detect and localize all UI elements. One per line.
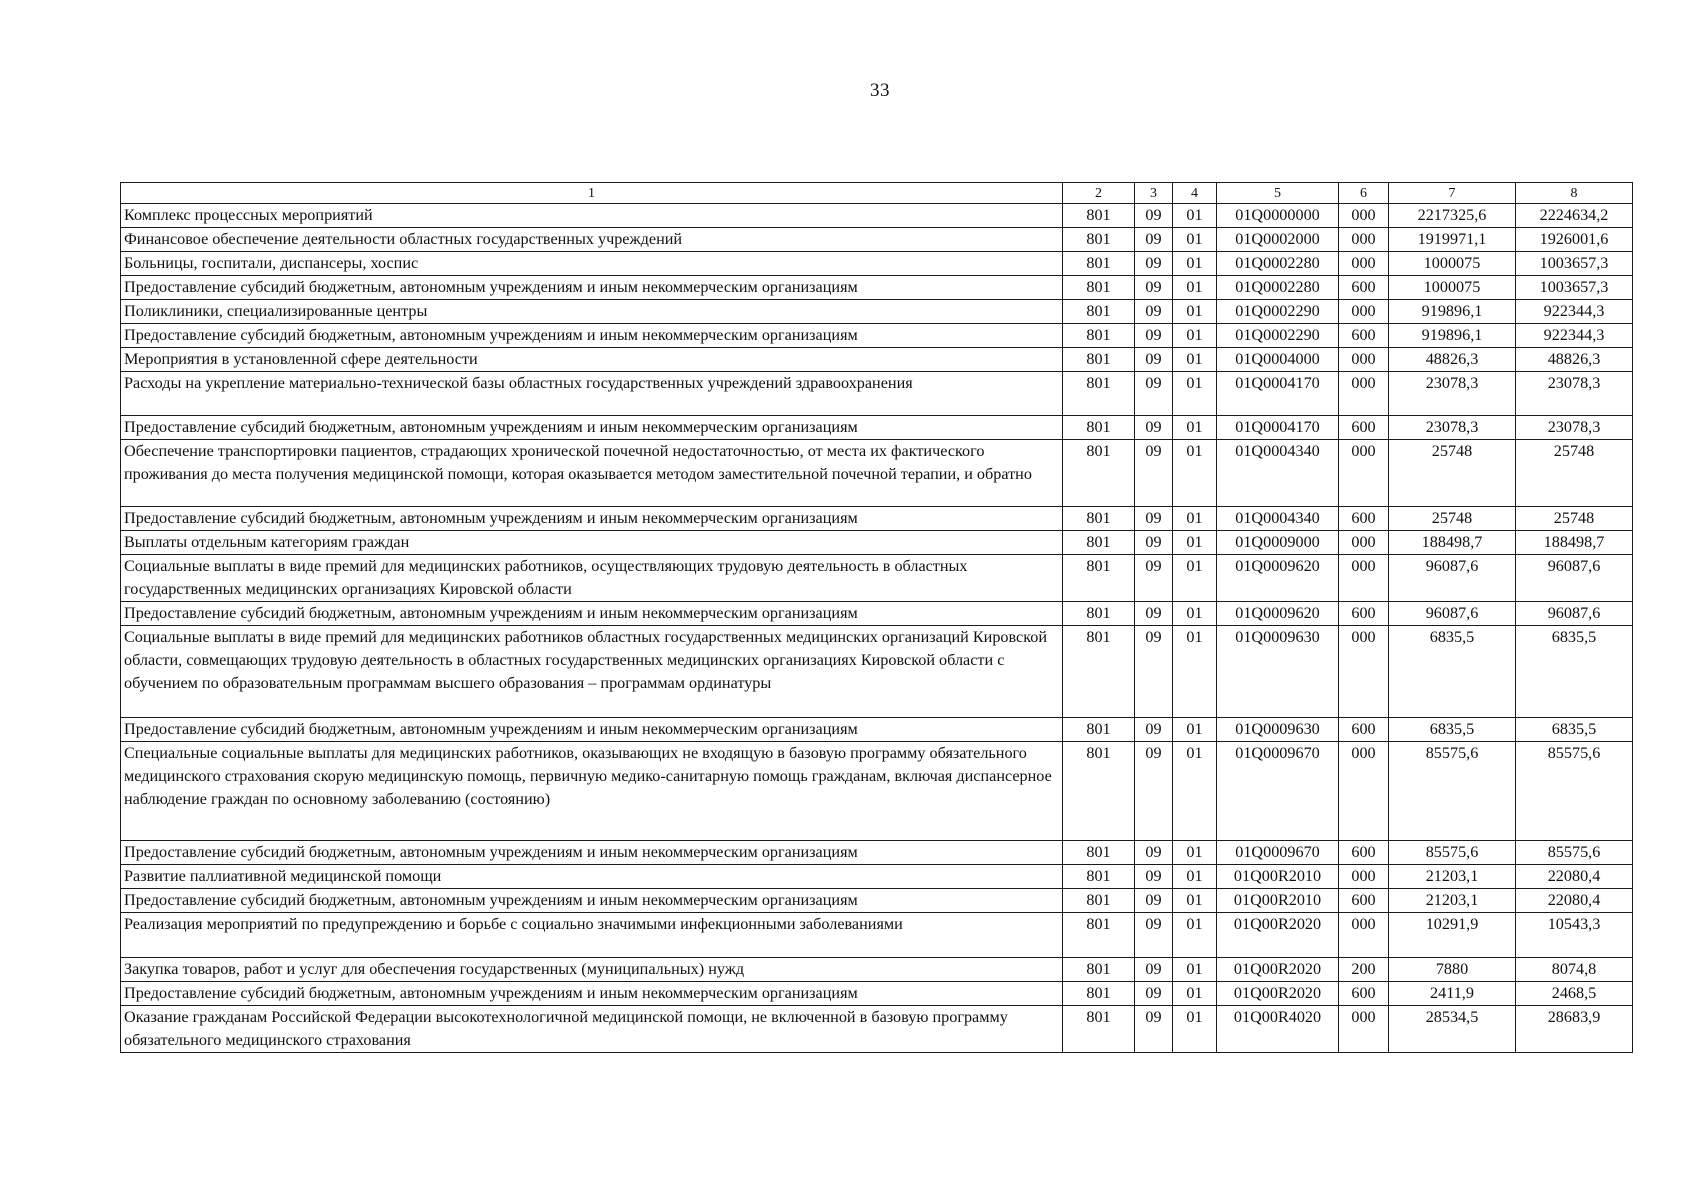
cell-subsection: 01 [1173, 841, 1217, 865]
cell-expense-type: 000 [1339, 742, 1389, 841]
table-row [121, 1006, 1633, 1053]
cell-section: 09 [1135, 252, 1173, 276]
cell-ministry: 801 [1063, 841, 1135, 865]
cell-expense-type: 000 [1339, 372, 1389, 416]
cell-amount-1: 1000075 [1389, 252, 1516, 276]
cell-amount-2: 6835,5 [1516, 626, 1633, 718]
cell-amount-2: 6835,5 [1516, 718, 1633, 742]
header-col-amount2: 8 [1516, 183, 1633, 204]
cell-expense-type: 600 [1339, 507, 1389, 531]
cell-target: 01Q00R2020 [1217, 982, 1339, 1006]
cell-subsection: 01 [1173, 348, 1217, 372]
cell-target: 01Q0009620 [1217, 555, 1339, 602]
cell-expense-type: 600 [1339, 602, 1389, 626]
cell-amount-2: 1003657,3 [1516, 252, 1633, 276]
table-row [121, 324, 1633, 348]
cell-name: Социальные выплаты в виде премий для медицинских работников областных государственных медицинских организаций Кировской области, совмещающих трудовую деятельность в областных государственных медицинских организациях Кировской области с обучением по образовательным программам высшего образования – программам ординатуры [121, 626, 1063, 718]
cell-amount-1: 28534,5 [1389, 1006, 1516, 1053]
table-row [121, 416, 1633, 440]
cell-subsection: 01 [1173, 1006, 1217, 1053]
page-number: 33 [870, 80, 890, 101]
cell-ministry: 801 [1063, 958, 1135, 982]
cell-ministry: 801 [1063, 982, 1135, 1006]
cell-target: 01Q0002290 [1217, 300, 1339, 324]
cell-amount-2: 96087,6 [1516, 555, 1633, 602]
cell-name: Закупка товаров, работ и услуг для обеспечения государственных (муниципальных) нужд [121, 958, 1063, 982]
cell-target: 01Q00R2010 [1217, 889, 1339, 913]
cell-section: 09 [1135, 958, 1173, 982]
table-row [121, 958, 1633, 982]
cell-name: Предоставление субсидий бюджетным, автономным учреждениям и иным некоммерческим организациям [121, 602, 1063, 626]
cell-section: 09 [1135, 841, 1173, 865]
table-row [121, 204, 1633, 228]
cell-expense-type: 000 [1339, 1006, 1389, 1053]
cell-amount-1: 21203,1 [1389, 889, 1516, 913]
cell-subsection: 01 [1173, 626, 1217, 718]
cell-name: Предоставление субсидий бюджетным, автономным учреждениям и иным некоммерческим организациям [121, 416, 1063, 440]
cell-expense-type: 600 [1339, 276, 1389, 300]
cell-amount-2: 1003657,3 [1516, 276, 1633, 300]
cell-subsection: 01 [1173, 507, 1217, 531]
cell-name: Предоставление субсидий бюджетным, автономным учреждениям и иным некоммерческим организациям [121, 841, 1063, 865]
cell-target: 01Q0004340 [1217, 507, 1339, 531]
cell-target: 01Q0009670 [1217, 841, 1339, 865]
cell-amount-2: 8074,8 [1516, 958, 1633, 982]
cell-section: 09 [1135, 300, 1173, 324]
cell-section: 09 [1135, 507, 1173, 531]
cell-name: Предоставление субсидий бюджетным, автономным учреждениям и иным некоммерческим организациям [121, 276, 1063, 300]
cell-amount-2: 23078,3 [1516, 416, 1633, 440]
cell-expense-type: 000 [1339, 300, 1389, 324]
cell-amount-1: 23078,3 [1389, 416, 1516, 440]
cell-amount-1: 2411,9 [1389, 982, 1516, 1006]
cell-ministry: 801 [1063, 555, 1135, 602]
cell-expense-type: 000 [1339, 252, 1389, 276]
cell-amount-1: 25748 [1389, 440, 1516, 507]
cell-name: Предоставление субсидий бюджетным, автономным учреждениям и иным некоммерческим организациям [121, 507, 1063, 531]
cell-expense-type: 600 [1339, 718, 1389, 742]
cell-name: Обеспечение транспортировки пациентов, страдающих хронической почечной недостаточностью, от места их фактического проживания до места получения медицинской помощи, которая оказывается методом заместительной почечной терапии, и обратно [121, 440, 1063, 507]
cell-amount-2: 23078,3 [1516, 372, 1633, 416]
cell-target: 01Q0002000 [1217, 228, 1339, 252]
cell-expense-type: 000 [1339, 865, 1389, 889]
cell-ministry: 801 [1063, 204, 1135, 228]
cell-expense-type: 000 [1339, 440, 1389, 507]
cell-ministry: 801 [1063, 718, 1135, 742]
cell-subsection: 01 [1173, 204, 1217, 228]
cell-expense-type: 600 [1339, 416, 1389, 440]
table-row [121, 602, 1633, 626]
cell-ministry: 801 [1063, 372, 1135, 416]
cell-amount-1: 10291,9 [1389, 913, 1516, 958]
table-row [121, 252, 1633, 276]
cell-name: Выплаты отдельным категориям граждан [121, 531, 1063, 555]
table-row [121, 865, 1633, 889]
cell-amount-2: 25748 [1516, 440, 1633, 507]
cell-subsection: 01 [1173, 252, 1217, 276]
cell-expense-type: 600 [1339, 889, 1389, 913]
cell-section: 09 [1135, 204, 1173, 228]
table-row [121, 913, 1633, 958]
cell-expense-type: 600 [1339, 841, 1389, 865]
table-header-row [121, 183, 1633, 204]
cell-amount-2: 10543,3 [1516, 913, 1633, 958]
cell-name: Развитие паллиативной медицинской помощи [121, 865, 1063, 889]
cell-section: 09 [1135, 982, 1173, 1006]
cell-section: 09 [1135, 865, 1173, 889]
cell-ministry: 801 [1063, 742, 1135, 841]
cell-amount-2: 85575,6 [1516, 742, 1633, 841]
cell-amount-1: 23078,3 [1389, 372, 1516, 416]
cell-name: Комплекс процессных мероприятий [121, 204, 1063, 228]
cell-name: Социальные выплаты в виде премий для медицинских работников, осуществляющих трудовую деятельность в областных государственных медицинских организациях Кировской области [121, 555, 1063, 602]
cell-name: Расходы на укрепление материально-технической базы областных государственных учреждений здравоохранения [121, 372, 1063, 416]
cell-target: 01Q0009630 [1217, 718, 1339, 742]
cell-section: 09 [1135, 348, 1173, 372]
cell-subsection: 01 [1173, 300, 1217, 324]
cell-subsection: 01 [1173, 416, 1217, 440]
cell-section: 09 [1135, 889, 1173, 913]
cell-subsection: 01 [1173, 958, 1217, 982]
cell-amount-2: 1926001,6 [1516, 228, 1633, 252]
cell-name: Предоставление субсидий бюджетным, автономным учреждениям и иным некоммерческим организациям [121, 982, 1063, 1006]
cell-ministry: 801 [1063, 531, 1135, 555]
cell-amount-1: 96087,6 [1389, 555, 1516, 602]
cell-name: Реализация мероприятий по предупреждению и борьбе с социально значимыми инфекционными заболеваниями [121, 913, 1063, 958]
cell-amount-2: 48826,3 [1516, 348, 1633, 372]
header-col-ministry: 2 [1063, 183, 1135, 204]
cell-amount-2: 2468,5 [1516, 982, 1633, 1006]
cell-ministry: 801 [1063, 300, 1135, 324]
cell-name: Поликлиники, специализированные центры [121, 300, 1063, 324]
cell-expense-type: 200 [1339, 958, 1389, 982]
table-body [121, 204, 1633, 1053]
cell-name: Предоставление субсидий бюджетным, автономным учреждениям и иным некоммерческим организациям [121, 889, 1063, 913]
table-row [121, 742, 1633, 841]
cell-expense-type: 000 [1339, 204, 1389, 228]
cell-amount-1: 7880 [1389, 958, 1516, 982]
cell-ministry: 801 [1063, 507, 1135, 531]
cell-section: 09 [1135, 602, 1173, 626]
cell-target: 01Q0004340 [1217, 440, 1339, 507]
table-row [121, 372, 1633, 416]
cell-subsection: 01 [1173, 372, 1217, 416]
table-row [121, 555, 1633, 602]
cell-amount-1: 48826,3 [1389, 348, 1516, 372]
cell-section: 09 [1135, 276, 1173, 300]
cell-expense-type: 000 [1339, 348, 1389, 372]
cell-subsection: 01 [1173, 531, 1217, 555]
cell-subsection: 01 [1173, 913, 1217, 958]
cell-amount-2: 22080,4 [1516, 865, 1633, 889]
cell-target: 01Q0009620 [1217, 602, 1339, 626]
cell-amount-1: 96087,6 [1389, 602, 1516, 626]
cell-amount-1: 25748 [1389, 507, 1516, 531]
budget-table [120, 182, 1633, 1053]
cell-ministry: 801 [1063, 348, 1135, 372]
cell-amount-2: 922344,3 [1516, 300, 1633, 324]
cell-amount-2: 96087,6 [1516, 602, 1633, 626]
cell-section: 09 [1135, 228, 1173, 252]
cell-expense-type: 000 [1339, 913, 1389, 958]
cell-ministry: 801 [1063, 889, 1135, 913]
cell-amount-2: 25748 [1516, 507, 1633, 531]
cell-amount-2: 188498,7 [1516, 531, 1633, 555]
cell-section: 09 [1135, 742, 1173, 841]
header-col-name: 1 [121, 183, 1063, 204]
cell-subsection: 01 [1173, 440, 1217, 507]
cell-ministry: 801 [1063, 626, 1135, 718]
cell-target: 01Q0002280 [1217, 276, 1339, 300]
cell-amount-1: 1919971,1 [1389, 228, 1516, 252]
cell-expense-type: 600 [1339, 982, 1389, 1006]
cell-ministry: 801 [1063, 440, 1135, 507]
cell-ministry: 801 [1063, 416, 1135, 440]
cell-ministry: 801 [1063, 1006, 1135, 1053]
cell-name: Мероприятия в установленной сфере деятельности [121, 348, 1063, 372]
cell-section: 09 [1135, 416, 1173, 440]
cell-target: 01Q0009630 [1217, 626, 1339, 718]
cell-target: 01Q0002290 [1217, 324, 1339, 348]
cell-section: 09 [1135, 1006, 1173, 1053]
cell-ministry: 801 [1063, 913, 1135, 958]
cell-target: 01Q0009000 [1217, 531, 1339, 555]
table-row [121, 276, 1633, 300]
cell-amount-1: 6835,5 [1389, 718, 1516, 742]
table-row [121, 440, 1633, 507]
cell-section: 09 [1135, 324, 1173, 348]
cell-amount-2: 922344,3 [1516, 324, 1633, 348]
cell-target: 01Q0004170 [1217, 416, 1339, 440]
cell-amount-1: 188498,7 [1389, 531, 1516, 555]
table-row [121, 228, 1633, 252]
cell-target: 01Q0004000 [1217, 348, 1339, 372]
cell-amount-1: 6835,5 [1389, 626, 1516, 718]
cell-target: 01Q0004170 [1217, 372, 1339, 416]
cell-target: 01Q0002280 [1217, 252, 1339, 276]
cell-section: 09 [1135, 913, 1173, 958]
cell-section: 09 [1135, 626, 1173, 718]
cell-name: Предоставление субсидий бюджетным, автономным учреждениям и иным некоммерческим организациям [121, 718, 1063, 742]
cell-subsection: 01 [1173, 718, 1217, 742]
cell-section: 09 [1135, 718, 1173, 742]
cell-amount-1: 919896,1 [1389, 300, 1516, 324]
cell-target: 01Q00R4020 [1217, 1006, 1339, 1053]
cell-ministry: 801 [1063, 252, 1135, 276]
cell-expense-type: 000 [1339, 626, 1389, 718]
cell-expense-type: 600 [1339, 324, 1389, 348]
table-row [121, 889, 1633, 913]
cell-name: Предоставление субсидий бюджетным, автономным учреждениям и иным некоммерческим организациям [121, 324, 1063, 348]
cell-amount-1: 85575,6 [1389, 841, 1516, 865]
cell-ministry: 801 [1063, 276, 1135, 300]
table-row [121, 841, 1633, 865]
table-row [121, 507, 1633, 531]
cell-amount-2: 28683,9 [1516, 1006, 1633, 1053]
table-row [121, 982, 1633, 1006]
header-col-target: 5 [1217, 183, 1339, 204]
cell-name: Специальные социальные выплаты для медицинских работников, оказывающих не входящую в базовую программу обязательного медицинского страхования скорую медицинскую помощь, первичную медико-санитарную помощь гражданам, включая диспансерное наблюдение граждан по основному заболеванию (состоянию) [121, 742, 1063, 841]
table-row [121, 531, 1633, 555]
cell-subsection: 01 [1173, 742, 1217, 841]
cell-target: 01Q0009670 [1217, 742, 1339, 841]
cell-expense-type: 000 [1339, 228, 1389, 252]
cell-ministry: 801 [1063, 228, 1135, 252]
cell-amount-2: 2224634,2 [1516, 204, 1633, 228]
cell-amount-1: 919896,1 [1389, 324, 1516, 348]
cell-subsection: 01 [1173, 555, 1217, 602]
cell-amount-1: 1000075 [1389, 276, 1516, 300]
cell-subsection: 01 [1173, 982, 1217, 1006]
cell-expense-type: 000 [1339, 555, 1389, 602]
table-row [121, 718, 1633, 742]
cell-amount-1: 2217325,6 [1389, 204, 1516, 228]
header-col-amount1: 7 [1389, 183, 1516, 204]
cell-amount-1: 85575,6 [1389, 742, 1516, 841]
cell-amount-1: 21203,1 [1389, 865, 1516, 889]
cell-amount-2: 22080,4 [1516, 889, 1633, 913]
cell-subsection: 01 [1173, 324, 1217, 348]
table-row [121, 300, 1633, 324]
cell-subsection: 01 [1173, 889, 1217, 913]
cell-ministry: 801 [1063, 865, 1135, 889]
cell-name: Финансовое обеспечение деятельности областных государственных учреждений [121, 228, 1063, 252]
table-row [121, 348, 1633, 372]
cell-expense-type: 000 [1339, 531, 1389, 555]
cell-ministry: 801 [1063, 602, 1135, 626]
cell-section: 09 [1135, 555, 1173, 602]
header-col-subsection: 4 [1173, 183, 1217, 204]
cell-subsection: 01 [1173, 228, 1217, 252]
cell-name: Больницы, госпитали, диспансеры, хоспис [121, 252, 1063, 276]
cell-subsection: 01 [1173, 602, 1217, 626]
header-col-expense-type: 6 [1339, 183, 1389, 204]
cell-target: 01Q0000000 [1217, 204, 1339, 228]
cell-target: 01Q00R2010 [1217, 865, 1339, 889]
cell-name: Оказание гражданам Российской Федерации высокотехнологичной медицинской помощи, не включенной в базовую программу обязательного медицинского страхования [121, 1006, 1063, 1053]
cell-subsection: 01 [1173, 276, 1217, 300]
table-row [121, 626, 1633, 718]
cell-section: 09 [1135, 440, 1173, 507]
cell-amount-2: 85575,6 [1516, 841, 1633, 865]
cell-section: 09 [1135, 531, 1173, 555]
header-col-section: 3 [1135, 183, 1173, 204]
cell-subsection: 01 [1173, 865, 1217, 889]
cell-section: 09 [1135, 372, 1173, 416]
cell-target: 01Q00R2020 [1217, 913, 1339, 958]
cell-ministry: 801 [1063, 324, 1135, 348]
cell-target: 01Q00R2020 [1217, 958, 1339, 982]
